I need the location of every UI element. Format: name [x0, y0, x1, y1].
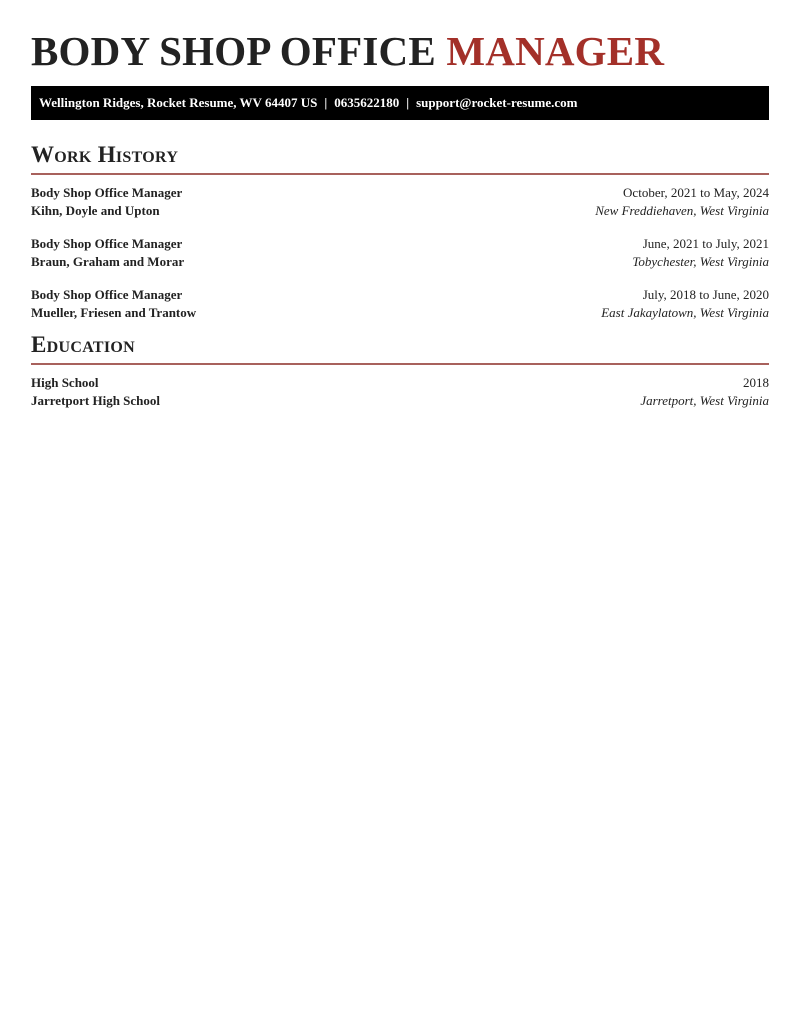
education-degree: High School [31, 375, 99, 390]
job-dates: June, 2021 to July, 2021 [642, 236, 769, 251]
education-section [31, 332, 769, 409]
education-entry [31, 374, 769, 409]
job-dates: July, 2018 to June, 2020 [642, 287, 769, 302]
job-location: New Freddiehaven, West Virginia [595, 202, 769, 218]
education-school: Jarretport High School [31, 392, 161, 408]
contact-bar [31, 86, 769, 120]
contact-address: Wellington Ridges, Rocket Resume, WV 64407 US [39, 95, 318, 110]
section-heading-work-history: Work History [31, 142, 179, 167]
job-location: East Jakaylatown, West Virginia [601, 304, 769, 320]
work-entry [31, 235, 769, 270]
contact-separator: | [324, 95, 328, 110]
contact-phone: 0635622180 [334, 95, 400, 110]
job-title: Body Shop Office Manager [31, 236, 183, 251]
section-divider [31, 173, 769, 175]
job-title: Body Shop Office Manager [31, 287, 183, 302]
work-entry [31, 286, 769, 321]
education-location: Jarretport, West Virginia [640, 392, 769, 408]
education-list [31, 374, 769, 409]
title-accent: MANAGER [446, 28, 665, 74]
title-main: BODY SHOP OFFICE [31, 28, 436, 74]
resume-page [31, 0, 769, 409]
job-title: Body Shop Office Manager [31, 185, 183, 200]
contact-separator: | [406, 95, 410, 110]
job-company: Kihn, Doyle and Upton [31, 202, 160, 218]
job-company: Braun, Graham and Morar [31, 253, 185, 269]
page-title [31, 0, 769, 73]
education-year: 2018 [743, 375, 769, 390]
job-dates: October, 2021 to May, 2024 [623, 185, 769, 200]
section-heading-education: Education [31, 332, 135, 357]
job-location: Tobychester, West Virginia [632, 253, 769, 269]
section-divider [31, 363, 769, 365]
work-entry [31, 184, 769, 219]
job-company: Mueller, Friesen and Trantow [31, 304, 197, 320]
work-history-list [31, 184, 769, 321]
contact-email: support@rocket-resume.com [416, 95, 578, 110]
work-history-section [31, 142, 769, 321]
